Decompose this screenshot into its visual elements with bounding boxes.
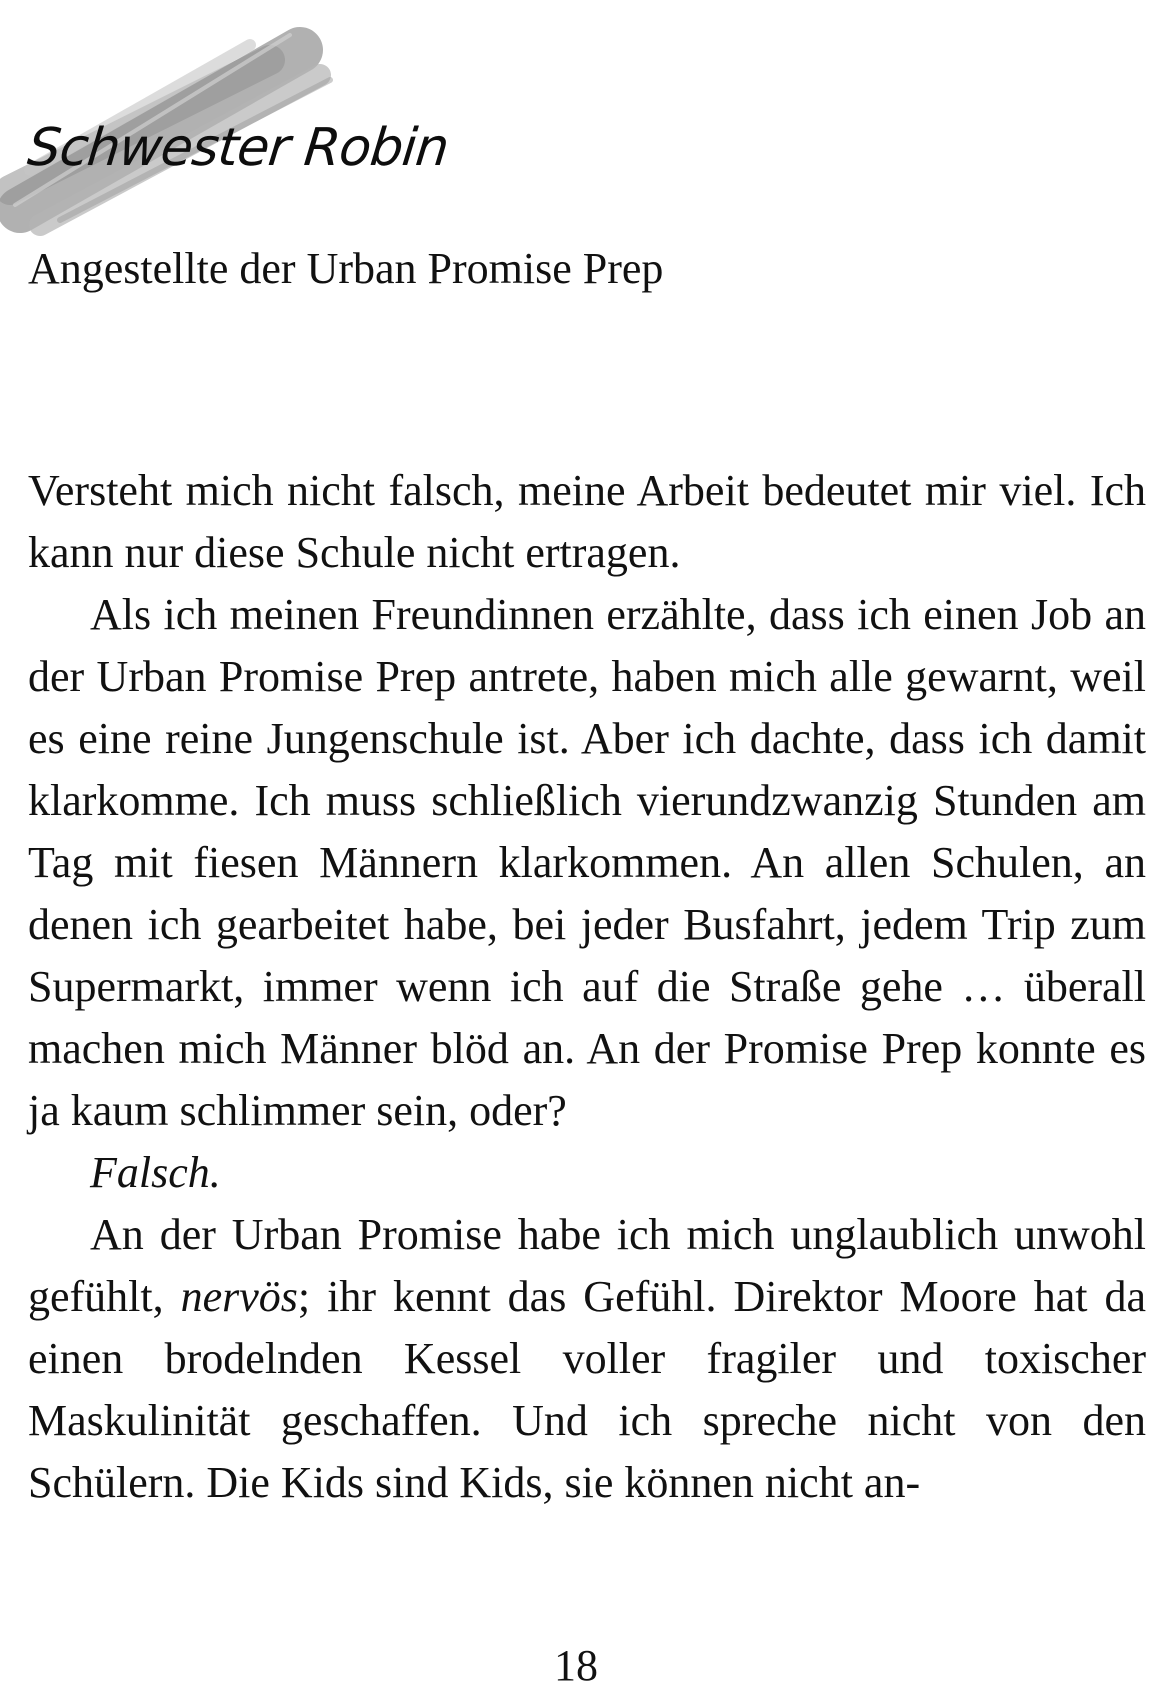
paragraph-4-part-1: An der Urban Promise habe ich mich unglaublich unwohl gefühlt, <box>28 1210 1146 1321</box>
body-text <box>28 460 1146 1514</box>
paragraph-3-emphasis: Falsch. <box>90 1148 221 1197</box>
chapter-title: Schwester Robin <box>24 118 451 178</box>
paragraph-3 <box>28 1142 1146 1204</box>
paragraph-1: Versteht mich nicht falsch, meine Arbeit bedeutet mir viel. Ich kann nur diese Schule nicht ertragen. <box>28 466 1146 577</box>
chapter-subtitle: Angestellte der Urban Promise Prep <box>28 244 664 293</box>
page-number: 18 <box>554 1641 598 1690</box>
paragraph-2: Als ich meinen Freundinnen erzählte, dass ich einen Job an der Urban Promise Prep antrete, haben mich alle gewarnt, weil es eine reine Jungenschule ist. Aber ich dachte, dass ich damit klarkomme. Ich muss schließlich vierundzwanzig Stunden am Tag mit fiesen Männern klarkommen. An allen Schulen, an denen ich gearbeitet habe, bei jeder Busfahrt, jedem Trip zum Supermarkt, immer wenn ich auf die Straße gehe … überall machen mich Männer blöd an. An der Promise Prep konnte es ja kaum schlimmer sein, oder? <box>28 590 1146 1135</box>
paragraph-4 <box>28 1204 1146 1514</box>
paragraph-4-part-2: ; ihr kennt das Gefühl. Direktor Moore hat da einen brodelnden Kessel voller fragiler und toxischer Maskulinität geschaffen. Und ich spreche nicht von den Schülern. Die Kids sind Kids, sie können nicht an- <box>28 1272 1146 1507</box>
paragraph-4-emphasis: nervös <box>180 1272 298 1321</box>
